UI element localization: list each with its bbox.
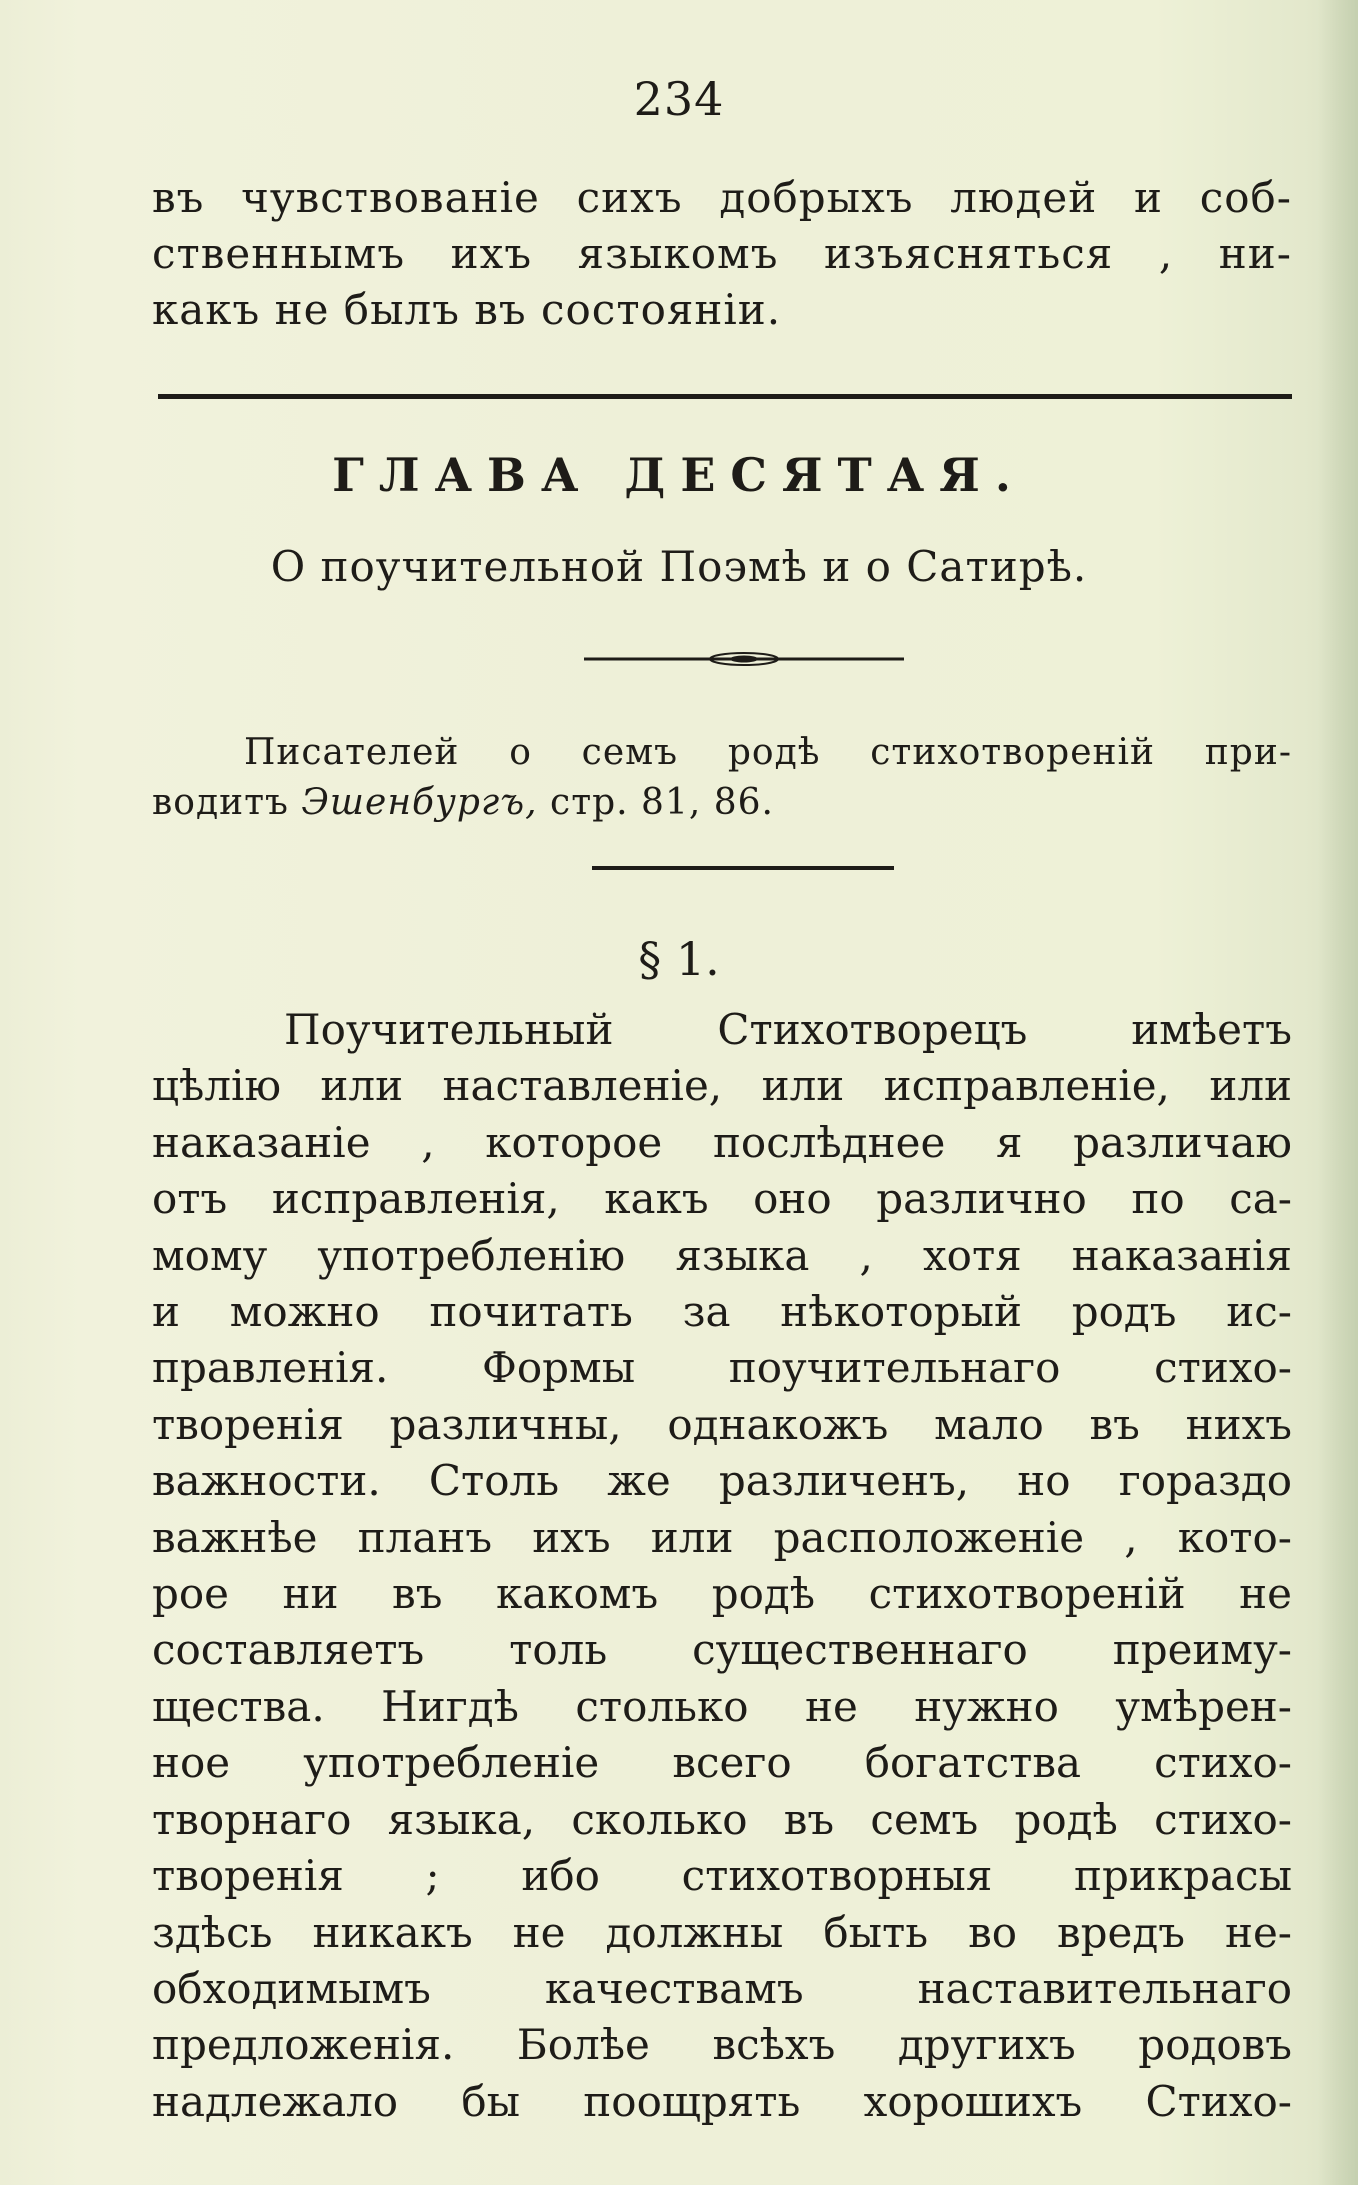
- reference-note: [152, 728, 1292, 828]
- text-line: обходимымъ качествамъ наставительнаго: [152, 1963, 1292, 2013]
- text-line: рое ни въ какомъ родѣ стихотвореній не: [152, 1569, 1292, 1619]
- reference-author: Эшенбургъ,: [301, 782, 538, 823]
- text-line: ственнымъ ихъ языкомъ изъясняться , ни-: [152, 229, 1292, 278]
- page-number: 234: [633, 72, 725, 126]
- text-line: правленія. Формы поучительнаго стихо-: [152, 1343, 1292, 1393]
- text-line: и можно почитать за нѣкоторый родъ ис-: [152, 1287, 1292, 1337]
- text-line: какъ не былъ въ состояніи.: [152, 285, 782, 334]
- text-line: отъ исправленія, какъ оно различно по са-: [152, 1174, 1292, 1224]
- text-line: творенія ; ибо стихотворныя прикрасы: [152, 1851, 1292, 1901]
- page-edge-shadow: [1318, 0, 1358, 2185]
- text-line: въ чувствованіе сихъ добрыхъ людей и соб-: [152, 173, 1292, 222]
- reference-text: водитъ: [152, 782, 289, 823]
- continuation-paragraph: [152, 170, 1292, 338]
- text-line: мому употребленію языка , хотя наказанія: [152, 1230, 1292, 1280]
- chapter-subtitle: О поучительной Поэмѣ и о Сатирѣ.: [270, 542, 1088, 591]
- section-heading: § 1.: [638, 932, 720, 986]
- text-line: составляетъ толь существеннаго преиму-: [152, 1625, 1292, 1675]
- ornamental-divider-icon: [584, 648, 904, 670]
- chapter-divider-rule: [158, 394, 1292, 399]
- text-line: наказаніе , которое послѣднее я различаю: [152, 1117, 1292, 1167]
- section-divider-rule: [592, 866, 894, 870]
- text-line: ное употребленіе всего богатства стихо-: [152, 1738, 1292, 1788]
- text-line: Поучительный Стихотворецъ имѣетъ: [284, 1005, 1292, 1054]
- text-line: цѣлію или наставленіе, или исправленіе, или: [152, 1061, 1292, 1111]
- text-line: важнѣе планъ ихъ или расположеніе , кото-: [152, 1512, 1292, 1562]
- reference-line: Писателей о семъ родѣ стихотвореній при-: [244, 732, 1292, 773]
- body-paragraph: [152, 1002, 1292, 2130]
- text-line: предложенія. Болѣе всѣхъ другихъ родовъ: [152, 2020, 1292, 2070]
- text-line: щества. Нигдѣ столько не нужно умѣрен-: [152, 1681, 1292, 1731]
- text-line: важности. Столь же различенъ, но гораздо: [152, 1456, 1292, 1506]
- reference-line: [152, 778, 1292, 828]
- reference-pages: стр. 81, 86.: [550, 782, 774, 823]
- text-line: творнаго языка, сколько въ семъ родѣ стихо-: [152, 1794, 1292, 1844]
- text-line: надлежало бы поощрять хорошихъ Стихо-: [152, 2076, 1292, 2126]
- text-line: здѣсь никакъ не должны быть во вредъ не-: [152, 1907, 1292, 1957]
- text-line: творенія различны, однакожъ мало въ нихъ: [152, 1399, 1292, 1449]
- chapter-title: ГЛАВА ДЕСЯТАЯ.: [332, 448, 1026, 502]
